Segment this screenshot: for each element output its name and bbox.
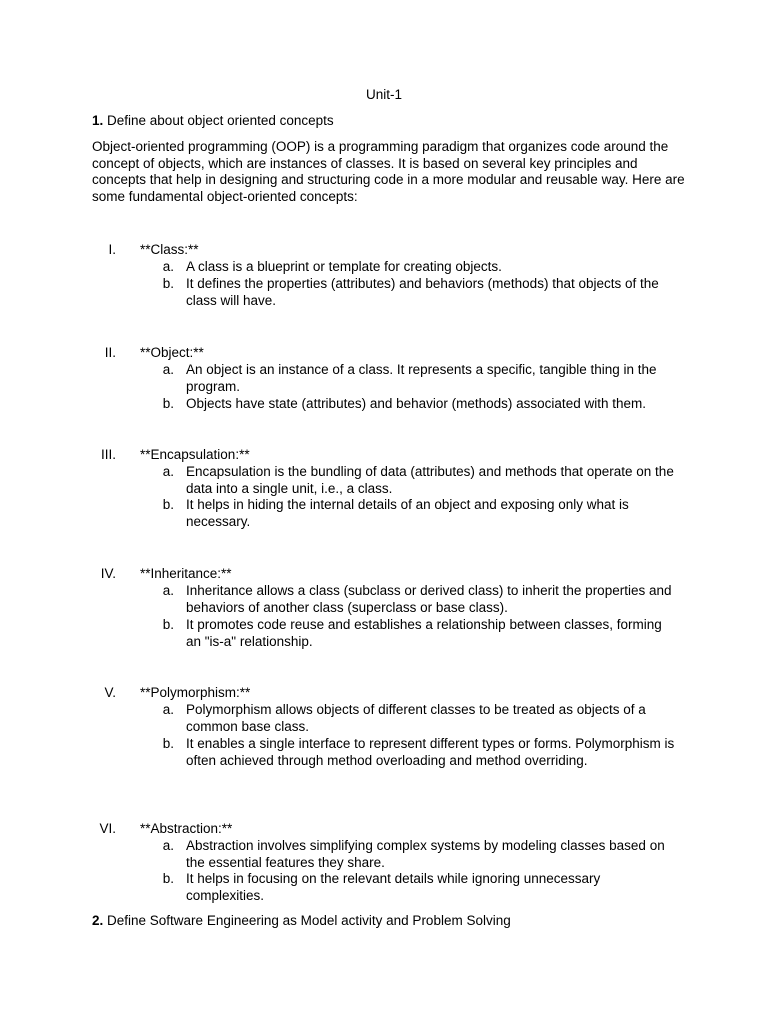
section-heading: **Inheritance:** — [140, 566, 232, 581]
unit-title: Unit-1 — [365, 87, 402, 102]
question-1-number: 1. — [92, 113, 104, 128]
item-marker: b. — [162, 276, 174, 291]
question-2-number: 2. — [92, 913, 104, 928]
item-text: It enables a single interface to represent different types or forms. Polymorphism is often achieved through method overloading and method overriding. — [186, 736, 675, 768]
section-heading: **Encapsulation:** — [140, 447, 250, 462]
section-numeral: III. — [100, 447, 116, 462]
section-heading: **Class:** — [140, 242, 199, 257]
item-marker: b. — [162, 617, 174, 632]
question-1-text: Define about object oriented concepts — [103, 113, 334, 128]
section-numeral: VI. — [99, 821, 116, 836]
section-numeral: II. — [104, 345, 116, 360]
item-text: It promotes code reuse and establishes a relationship between classes, forming an "is-a" relationship. — [186, 617, 662, 649]
section-heading: **Abstraction:** — [140, 821, 233, 836]
item-text: It helps in hiding the internal details of an object and exposing only what is necessary. — [186, 497, 629, 529]
item-marker: a. — [162, 259, 174, 274]
item-marker: a. — [162, 464, 174, 479]
item-marker: b. — [162, 396, 174, 411]
item-text: It helps in focusing on the relevant details while ignoring unnecessary complexities. — [186, 871, 601, 903]
item-text: Inheritance allows a class (subclass or derived class) to inherit the properties and behaviors of another class (superclass or base class). — [186, 583, 672, 615]
item-marker: b. — [162, 871, 174, 886]
item-text: Abstraction involves simplifying complex systems by modeling classes based on the essential features they share. — [186, 838, 665, 870]
item-marker: b. — [162, 736, 174, 751]
item-text: Objects have state (attributes) and behavior (methods) associated with them. — [186, 396, 646, 411]
item-text: Polymorphism allows objects of different classes to be treated as objects of a common base class. — [186, 702, 646, 734]
item-text: A class is a blueprint or template for creating objects. — [186, 259, 502, 274]
section-heading: **Polymorphism:** — [140, 685, 251, 700]
section-numeral: V. — [104, 685, 116, 700]
item-text: It defines the properties (attributes) and behaviors (methods) that objects of the class will have. — [186, 276, 659, 308]
item-marker: a. — [162, 702, 174, 717]
question-2-text: Define Software Engineering as Model activity and Problem Solving — [103, 913, 511, 928]
section-numeral: IV. — [100, 566, 116, 581]
item-marker: a. — [162, 362, 174, 377]
section-numeral: I. — [108, 242, 116, 257]
item-text: Encapsulation is the bundling of data (attributes) and methods that operate on the data into a single unit, i.e., a class. — [186, 464, 674, 496]
intro-paragraph: Object-oriented programming (OOP) is a programming paradigm that organizes code around the concept of objects, which are instances of classes. It is based on several key principles and concepts that help in designing and structuring code in a more modular and reusable way. Here are some fundamental object-oriented concepts: — [92, 139, 685, 204]
item-text: An object is an instance of a class. It represents a specific, tangible thing in the program. — [186, 362, 657, 394]
item-marker: a. — [162, 583, 174, 598]
section-heading: **Object:** — [140, 345, 204, 360]
item-marker: a. — [162, 838, 174, 853]
question-2 — [92, 913, 511, 930]
item-marker: b. — [162, 497, 174, 512]
